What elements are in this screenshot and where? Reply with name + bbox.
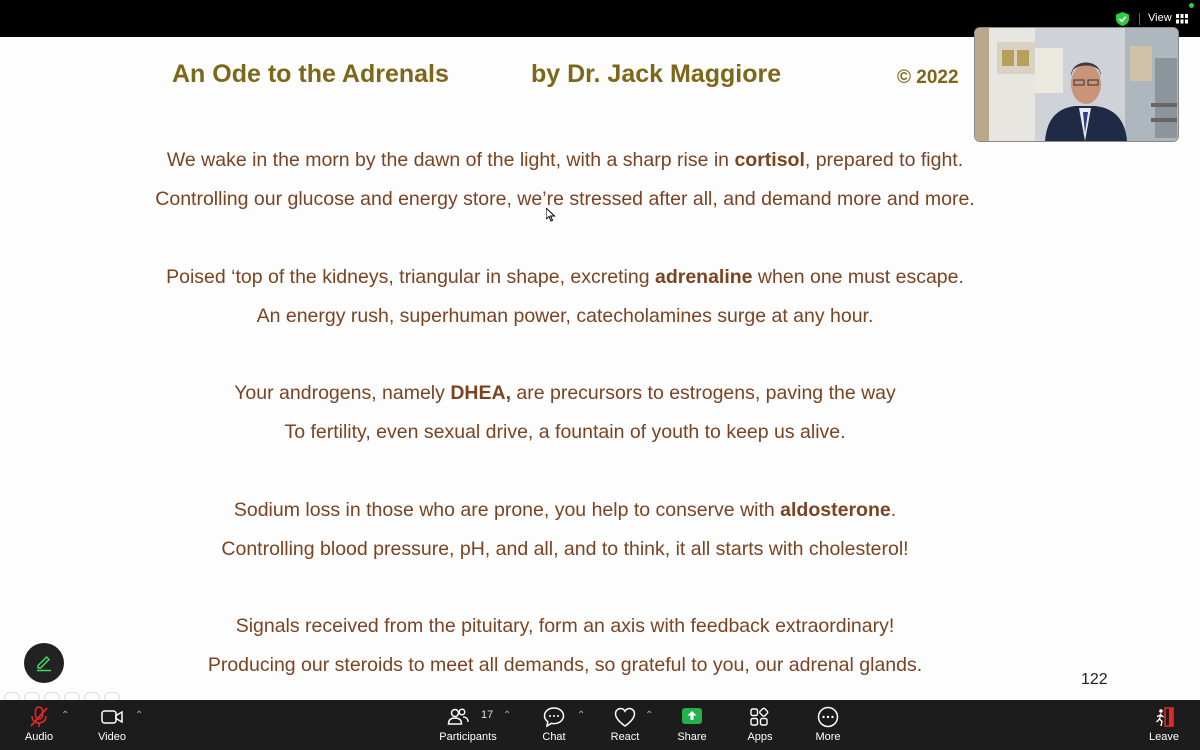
microphone-muted-icon xyxy=(27,706,51,728)
apps-label: Apps xyxy=(747,731,773,743)
share-label: Share xyxy=(677,731,707,743)
react-label: React xyxy=(610,731,640,743)
pencil-icon xyxy=(34,653,54,673)
more-label: More xyxy=(815,731,841,743)
poem-line: Producing our steroids to meet all demands, so grateful to you, our adrenal glands. xyxy=(207,654,923,676)
share-button[interactable] xyxy=(674,700,710,750)
poem-line: Controlling blood pressure, pH, and all, and to think, it all starts with cholesterol! xyxy=(221,538,909,560)
chat-label: Chat xyxy=(542,731,566,743)
participants-options-chevron-icon[interactable]: ⌃ xyxy=(503,710,512,721)
participant-video-thumbnail[interactable] xyxy=(974,27,1179,142)
poem-line: Your androgens, namely DHEA, are precursors to estrogens, paving the way xyxy=(234,382,896,404)
poem-line: Signals received from the pituitary, form an axis with feedback extraordinary! xyxy=(235,615,895,637)
participants-icon xyxy=(446,706,470,728)
video-label: Video xyxy=(98,731,126,743)
poem-line: An energy rush, superhuman power, catecholamines surge at any hour. xyxy=(256,305,874,327)
video-camera-icon xyxy=(100,706,124,728)
mouse-cursor-icon xyxy=(546,208,556,222)
poem-line: We wake in the morn by the dawn of the light, with a sharp rise in cortisol, prepared to fight. xyxy=(166,149,964,171)
poem-line: To fertility, even sexual drive, a fountain of youth to keep us alive. xyxy=(284,421,846,443)
audio-options-chevron-icon[interactable]: ⌃ xyxy=(61,710,70,721)
audio-button[interactable] xyxy=(20,700,58,750)
participant-video-feed xyxy=(975,28,1178,141)
poem-line: Controlling our glucose and energy store, we’re stressed after all, and demand more and more. xyxy=(155,188,975,210)
apps-button[interactable] xyxy=(743,700,777,750)
react-options-chevron-icon[interactable]: ⌃ xyxy=(645,710,654,721)
video-options-chevron-icon[interactable]: ⌃ xyxy=(135,710,144,721)
video-button[interactable] xyxy=(94,700,130,750)
view-button[interactable]: View xyxy=(1148,12,1172,24)
leave-label: Leave xyxy=(1149,731,1179,743)
meeting-toolbar xyxy=(0,700,1200,750)
grid-view-icon[interactable] xyxy=(1176,14,1188,24)
leave-door-icon xyxy=(1152,706,1176,728)
audio-label: Audio xyxy=(24,731,54,743)
chat-bubble-icon xyxy=(542,706,566,728)
chat-options-chevron-icon[interactable]: ⌃ xyxy=(577,710,586,721)
status-indicator xyxy=(1189,3,1194,8)
participants-label: Participants xyxy=(439,731,497,743)
leave-button[interactable] xyxy=(1146,700,1182,750)
divider xyxy=(1139,13,1140,25)
slide-author: by Dr. Jack Maggiore xyxy=(531,60,782,88)
participants-count: 17 xyxy=(481,709,494,721)
participants-button[interactable] xyxy=(438,700,498,750)
more-options-icon xyxy=(816,706,840,728)
react-button[interactable] xyxy=(607,700,643,750)
shield-check-icon[interactable] xyxy=(1116,12,1129,26)
share-screen-icon xyxy=(680,706,704,728)
chat-button[interactable] xyxy=(538,700,570,750)
annotate-button[interactable] xyxy=(24,643,64,683)
apps-icon xyxy=(748,706,772,728)
heart-icon xyxy=(613,706,637,728)
slide-page-number: 122 xyxy=(1081,671,1108,688)
more-button[interactable] xyxy=(811,700,845,750)
poem-line: Poised ‘top of the kidneys, triangular in shape, excreting adrenaline when one must escape. xyxy=(166,266,964,288)
slide-title: An Ode to the Adrenals xyxy=(172,60,449,88)
slide-copyright: © 2022 xyxy=(897,67,959,88)
poem-line: Sodium loss in those who are prone, you help to conserve with aldosterone. xyxy=(233,499,897,521)
